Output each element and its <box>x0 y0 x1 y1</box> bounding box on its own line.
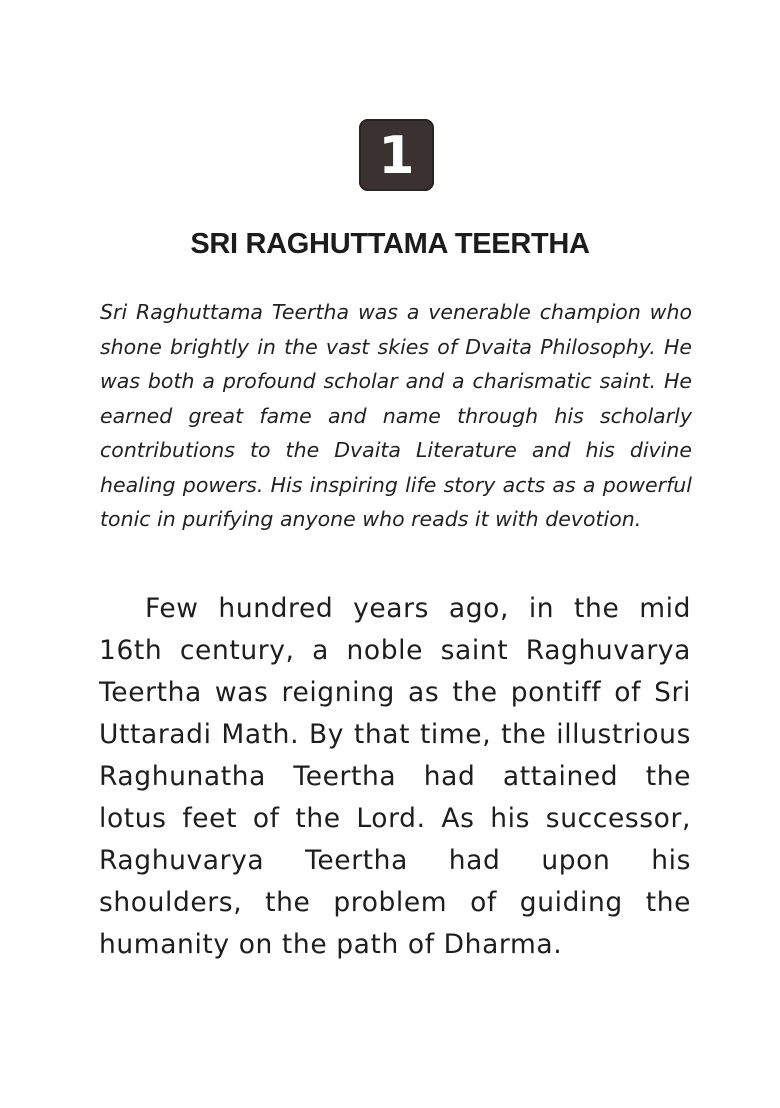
body-paragraph: Few hundred years ago, in the mid 16th century, a noble saint Raghuvarya Teertha was reigning as the pontiff of Sri Uttaradi Math. By that time, the illustrious Raghunatha Teertha had attained the lotus feet of the Lord. As his successor, Raghuvarya Teertha had upon his shoulders, the problem of guiding the humanity on the path of Dharma. <box>99 593 691 960</box>
intro-paragraph: Sri Raghuttama Teertha was a venerable champion who shone brightly in the vast skies of Dvaita Philosophy. He was both a profound scholar and a charismatic saint. He earned great fame and name through his scholarly contributions to the Dvaita Literature and his divine healing powers. His inspiring life story acts as a powerful tonic in purifying anyone who reads it with devotion. <box>100 300 692 531</box>
chapter-number-badge <box>359 119 434 191</box>
chapter-number: 1 <box>378 126 415 186</box>
chapter-title: SRI RAGHUTTAMA TEERTHA <box>190 228 590 260</box>
